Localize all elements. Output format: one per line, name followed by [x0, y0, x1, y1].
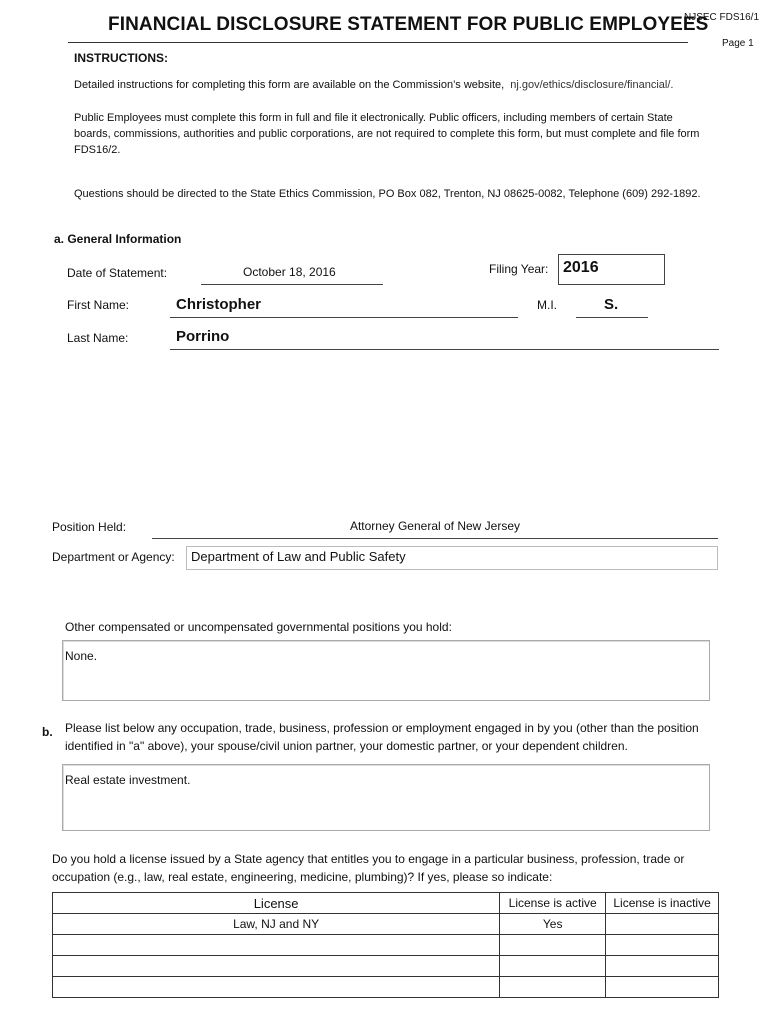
middle-initial-label: M.I.	[537, 298, 557, 312]
position-held-field[interactable]	[152, 516, 718, 539]
date-of-statement-field[interactable]	[201, 262, 383, 285]
section-b-letter: b.	[42, 725, 53, 739]
first-name-field[interactable]	[170, 294, 518, 318]
instructions-paragraph-2: Public Employees must complete this form in full and file it electronically. Public officers, including members of certain State boards, commissions, authorities and public corporations, are not required to complete this form, but must complete and file form FDS16/2.	[74, 112, 700, 156]
last-name-label: Last Name:	[67, 331, 129, 345]
form-title: FINANCIAL DISCLOSURE STATEMENT FOR PUBLIC EMPLOYEES	[108, 14, 709, 35]
first-name-label: First Name:	[67, 298, 130, 312]
other-positions-field[interactable]: None.	[62, 640, 710, 701]
date-of-statement-label: Date of Statement:	[67, 266, 168, 280]
last-name-field[interactable]	[170, 326, 719, 350]
filing-year-value: 2016	[563, 259, 599, 276]
filing-year-label: Filing Year:	[489, 262, 549, 276]
instructions-heading: INSTRUCTIONS:	[74, 51, 168, 65]
title-rule	[68, 42, 688, 43]
table-row	[53, 914, 719, 935]
license-question: Do you hold a license issued by a State agency that entitles you to engage in a particular business, profession, trade or occupation (e.g., law, real estate, engineering, medicine, plumbing)? If yes, please so indicate:	[52, 852, 685, 884]
license-active-cell[interactable]	[500, 956, 606, 977]
license-name-cell[interactable]	[53, 956, 500, 977]
page-number: Page 1	[722, 38, 754, 49]
department-field[interactable]	[186, 546, 718, 570]
commission-website-link[interactable]: nj.gov/ethics/disclosure/financial/.	[510, 79, 674, 91]
license-name-cell[interactable]: Law, NJ and NY	[53, 914, 500, 935]
last-name-value: Porrino	[176, 328, 230, 345]
license-name-cell[interactable]	[53, 977, 500, 998]
license-inactive-cell[interactable]	[606, 935, 719, 956]
occupation-question: Please list below any occupation, trade, business, profession or employment engaged in by you (other than the position identified in "a" above), your spouse/civil union partner, your domestic partner, or your dependent children.	[65, 721, 699, 753]
table-row	[53, 935, 719, 956]
license-table-header	[53, 893, 719, 914]
instructions-paragraph-3: Questions should be directed to the State Ethics Commission, PO Box 082, Trenton, NJ 08625-0082, Telephone (609) 292-1892.	[74, 188, 701, 200]
license-inactive-column-header: License is inactive	[606, 893, 719, 914]
general-information-heading: a. General Information	[54, 232, 182, 246]
license-column-header: License	[53, 893, 500, 914]
department-value: Department of Law and Public Safety	[191, 549, 406, 564]
instructions-line	[74, 77, 673, 93]
position-held-value: Attorney General of New Jersey	[349, 519, 521, 533]
other-positions-label: Other compensated or uncompensated governmental positions you hold:	[65, 620, 452, 634]
table-row	[53, 956, 719, 977]
license-table	[52, 892, 719, 998]
license-active-column-header: License is active	[500, 893, 606, 914]
license-inactive-cell[interactable]	[606, 956, 719, 977]
table-row	[53, 977, 719, 998]
instructions-line-text: Detailed instructions for completing this form are available on the Commission’s website,	[74, 79, 505, 91]
license-inactive-cell[interactable]	[606, 977, 719, 998]
license-active-cell[interactable]: Yes	[500, 914, 606, 935]
department-label: Department or Agency:	[52, 550, 175, 564]
position-held-label: Position Held:	[52, 520, 127, 534]
form-code: NJSEC FDS16/1	[684, 12, 760, 23]
first-name-value: Christopher	[176, 296, 262, 313]
license-inactive-cell[interactable]	[606, 914, 719, 935]
middle-initial-value: S.	[604, 296, 619, 313]
filing-year-field[interactable]	[558, 254, 665, 285]
occupation-field[interactable]: Real estate investment.	[62, 764, 710, 831]
license-active-cell[interactable]	[500, 935, 606, 956]
middle-initial-field[interactable]	[576, 294, 648, 318]
license-active-cell[interactable]	[500, 977, 606, 998]
date-of-statement-value: October 18, 2016	[243, 265, 336, 279]
license-name-cell[interactable]	[53, 935, 500, 956]
